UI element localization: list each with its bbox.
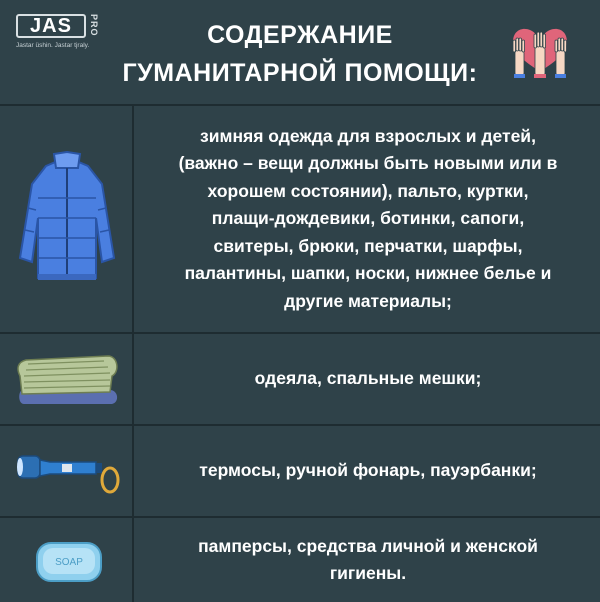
- logo-suffix: PRO: [89, 14, 99, 37]
- table-row: [0, 334, 600, 426]
- row-text: [136, 334, 600, 424]
- text-line: гигиены.: [329, 563, 407, 583]
- folded-blanket-icon: [14, 350, 122, 410]
- logo-brand: JAS: [16, 14, 86, 38]
- title-line: ГУМАНИТАРНОЙ ПОМОЩИ:: [122, 59, 478, 87]
- text-line: плащи-дождевики, ботинки, сапоги,: [211, 208, 525, 229]
- soap-bar-icon: [34, 538, 104, 586]
- table-row: [0, 106, 600, 334]
- puffer-jacket-icon: [16, 146, 118, 296]
- text-line: памперсы, средства личной и женской: [198, 535, 538, 556]
- icon-cell: [0, 426, 134, 516]
- logo-tagline: Jastar üshin. Jastar tjraly.: [16, 42, 90, 49]
- text-line: одеяла, спальные мешки;: [254, 368, 482, 389]
- title-line: СОДЕРЖАНИЕ: [207, 21, 393, 49]
- soap-label: SOAP: [55, 557, 83, 568]
- icon-cell: [0, 106, 134, 332]
- icon-cell: [0, 518, 134, 602]
- text-line: свитеры, брюки, перчатки, шарфы,: [213, 235, 523, 256]
- text-line: зимняя одежда для взрослых и детей,: [200, 125, 536, 146]
- icon-cell: [0, 334, 134, 424]
- row-text: [136, 518, 600, 602]
- table-row: [0, 518, 600, 602]
- aid-items-table: [0, 104, 600, 602]
- row-text: [136, 106, 600, 332]
- table-row: [0, 426, 600, 518]
- text-line: палантины, шапки, носки, нижнее белье и: [184, 263, 552, 284]
- page-title: [95, 16, 505, 92]
- row-text: [136, 426, 600, 516]
- text-line: (важно – вещи должны быть новыми или в: [178, 153, 558, 174]
- header: [0, 0, 600, 104]
- text-line: хорошем состоянии), пальто, куртки,: [207, 180, 529, 201]
- text-line: термосы, ручной фонарь, пауэрбанки;: [199, 460, 537, 481]
- raised-hands-heart-icon: [505, 16, 575, 86]
- flashlight-icon: [14, 446, 122, 502]
- text-line: другие материалы;: [284, 290, 452, 311]
